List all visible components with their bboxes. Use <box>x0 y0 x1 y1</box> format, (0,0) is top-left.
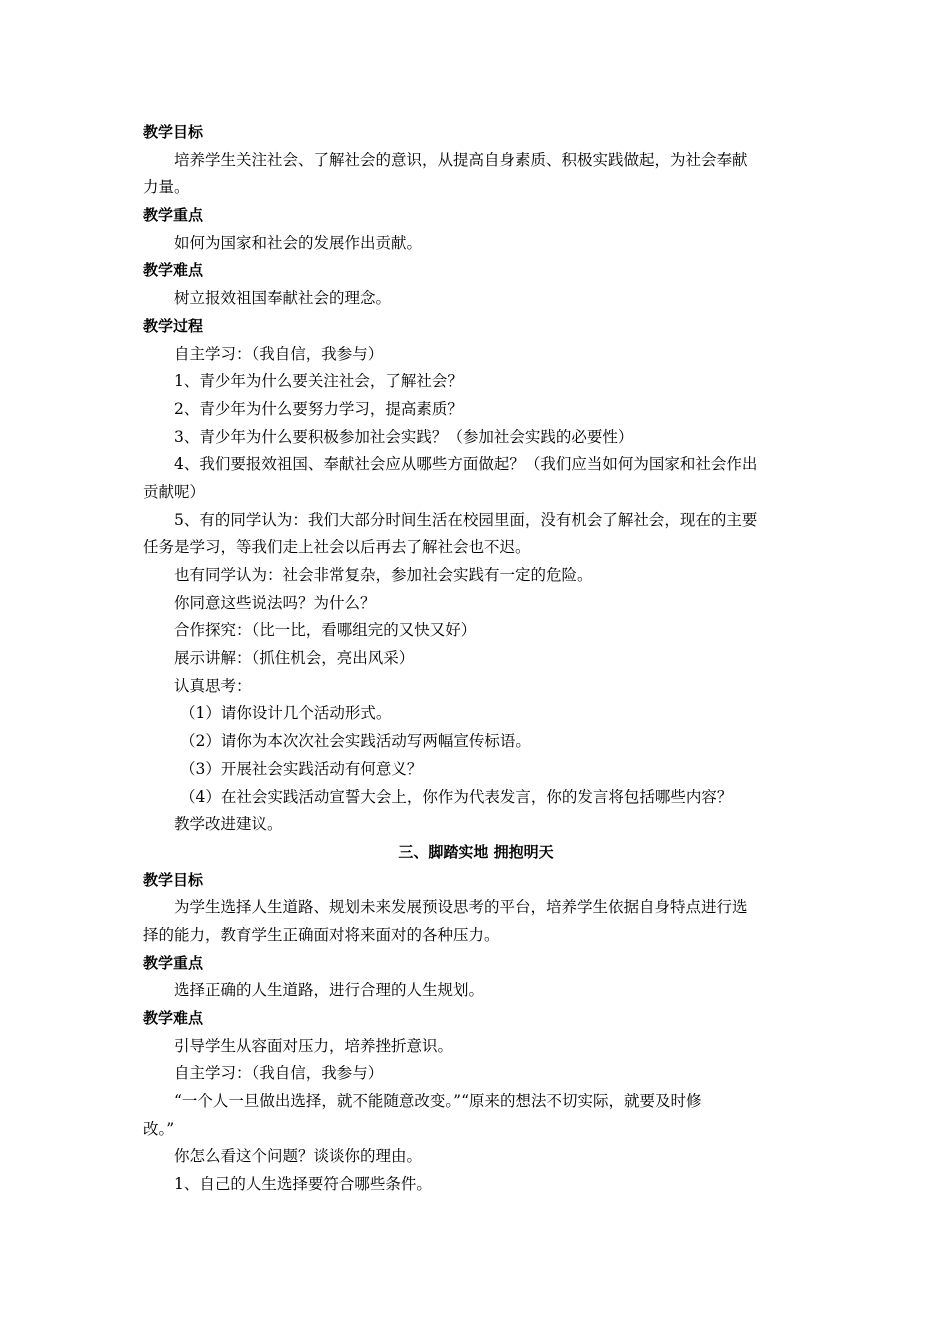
sub-question-item: （2）请你为本次次社会实践活动写两幅宣传标语。 <box>180 732 531 751</box>
document-body <box>143 119 809 1199</box>
paragraph: 你怎么看这个问题？谈谈你的理由。 <box>174 1147 423 1166</box>
paragraph: 认真思考： <box>174 676 252 695</box>
question-item: 1、青少年为什么要关注社会，了解社会？ <box>174 372 463 391</box>
question-item-continuation: 任务是学习，等我们走上社会以后再去了解社会也不迟。 <box>143 538 531 557</box>
section-title: 三、脚踏实地 拥抱明天 <box>398 842 554 861</box>
quote-paragraph: “一个人一旦做出选择，就不能随意改变。”“原来的想法不切实际，就要及时修 <box>174 1092 702 1111</box>
sub-question-item: （3）开展社会实践活动有何意义？ <box>180 759 423 778</box>
section-heading-goal: 教学目标 <box>143 123 204 141</box>
paragraph: 自主学习：（我自信，我参与） <box>174 1064 384 1083</box>
section-heading-goal: 教学目标 <box>143 870 204 889</box>
question-item: 4、我们要报效祖国、奉献社会应从哪些方面做起？（我们应当如何为国家和社会作出 <box>174 455 758 474</box>
paragraph: 树立报效祖国奉献社会的理念。 <box>174 289 392 308</box>
paragraph: 你同意这些说法吗？为什么？ <box>174 593 376 612</box>
question-item: 1、自己的人生选择要符合哪些条件。 <box>174 1175 432 1194</box>
section-heading-key-point: 教学重点 <box>143 953 204 972</box>
paragraph: 合作探究：（比一比，看哪组完的又快又好） <box>174 621 477 640</box>
section-heading-difficulty: 教学难点 <box>143 261 204 280</box>
sub-question-item: （1）请你设计几个活动形式。 <box>180 704 392 723</box>
paragraph: 教学改进建议。 <box>174 815 283 834</box>
paragraph-continuation: 力量。 <box>143 178 190 197</box>
question-item: 5、有的同学认为：我们大部分时间生活在校园里面，没有机会了解社会，现在的主要 <box>174 510 758 529</box>
quote-paragraph-continuation: 改。” <box>143 1119 175 1138</box>
paragraph: 展示讲解：（抓住机会，亮出风采） <box>174 649 415 668</box>
question-item: 3、青少年为什么要积极参加社会实践？（参加社会实践的必要性） <box>174 427 634 446</box>
paragraph: 引导学生从容面对压力，培养挫折意识。 <box>174 1036 454 1055</box>
paragraph: 培养学生关注社会、了解社会的意识，从提高自身素质、积极实践做起，为社会奉献 <box>174 150 748 169</box>
section-heading-process: 教学过程 <box>143 316 204 335</box>
paragraph: 选择正确的人生道路，进行合理的人生规划。 <box>174 981 485 1000</box>
section-heading-key-point: 教学重点 <box>143 206 204 225</box>
section-heading-difficulty: 教学难点 <box>143 1009 204 1027</box>
sub-question-item: （4）在社会实践活动宣誓大会上，你作为代表发言，你的发言将包括哪些内容？ <box>180 787 733 806</box>
paragraph: 为学生选择人生道路、规划未来发展预设思考的平台，培养学生依据自身特点进行选 <box>174 898 748 917</box>
paragraph: 自主学习：（我自信，我参与） <box>174 344 384 363</box>
question-item-continuation: 贡献呢） <box>143 482 206 501</box>
paragraph: 如何为国家和社会的发展作出贡献。 <box>174 233 423 252</box>
paragraph-continuation: 择的能力，教育学生正确面对将来面对的各种压力。 <box>143 925 500 944</box>
paragraph: 也有同学认为：社会非常复杂，参加社会实践有一定的危险。 <box>174 566 593 584</box>
question-item: 2、青少年为什么要努力学习，提高素质？ <box>174 399 463 418</box>
